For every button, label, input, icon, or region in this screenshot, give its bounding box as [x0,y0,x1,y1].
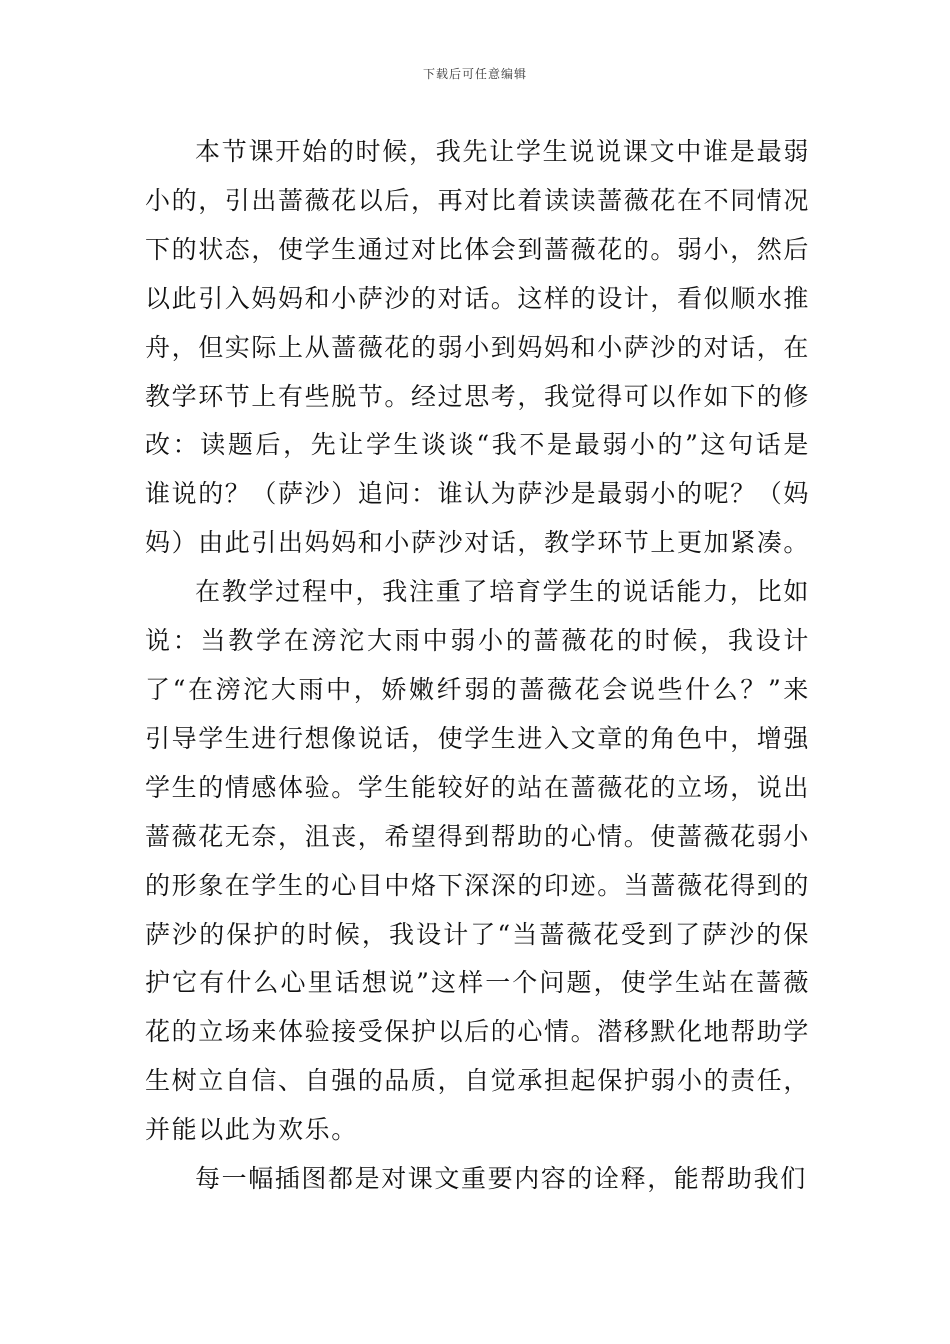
paragraph: 在教学过程中，我注重了培育学生的说话能力，比如说：当教学在滂沱大雨中弱小的蔷薇花的时候，我设计了“在滂沱大雨中，娇嫩纤弱的蔷薇花会说些什么？”来引导学生进行想像说话，使学生进入文章的角色中，增强学生的情感体验。学生能较好的站在蔷薇花的立场，说出蔷薇花无奈，沮丧，希望得到帮助的心情。使蔷薇花弱小的形象在学生的心目中烙下深深的印迹。当蔷薇花得到的萨沙的保护的时候，我设计了“当蔷薇花受到了萨沙的保护它有什么心里话想说”这样一个问题，使学生站在蔷薇花的立场来体验接受保护以后的心情。潜移默化地帮助学生树立自信、自强的品质，自觉承担起保护弱小的责任，并能以此为欢乐。 [145,577,811,1145]
page-header: 下载后可任意编辑 [422,67,527,81]
document-body [145,128,810,1204]
paragraph: 每一幅插图都是对课文重要内容的诠释，能帮助我们 [195,1164,807,1194]
paragraph: 本节课开始的时候，我先让学生说说课文中谁是最弱小的，引出蔷薇花以后，再对比着读读蔷薇花在不同情况下的状态，使学生通过对比体会到蔷薇花的。弱小，然后以此引入妈妈和小萨沙的对话。这样的设计，看似顺水推舟，但实际上从蔷薇花的弱小到妈妈和小萨沙的对话，在教学环节上有些脱节。经过思考，我觉得可以作如下的修改：读题后，先让学生谈谈“我不是最弱小的”这句话是谁说的？（萨沙）追问：谁认为萨沙是最弱小的呢？（妈妈）由此引出妈妈和小萨沙对话，教学环节上更加紧凑。 [145,137,811,558]
